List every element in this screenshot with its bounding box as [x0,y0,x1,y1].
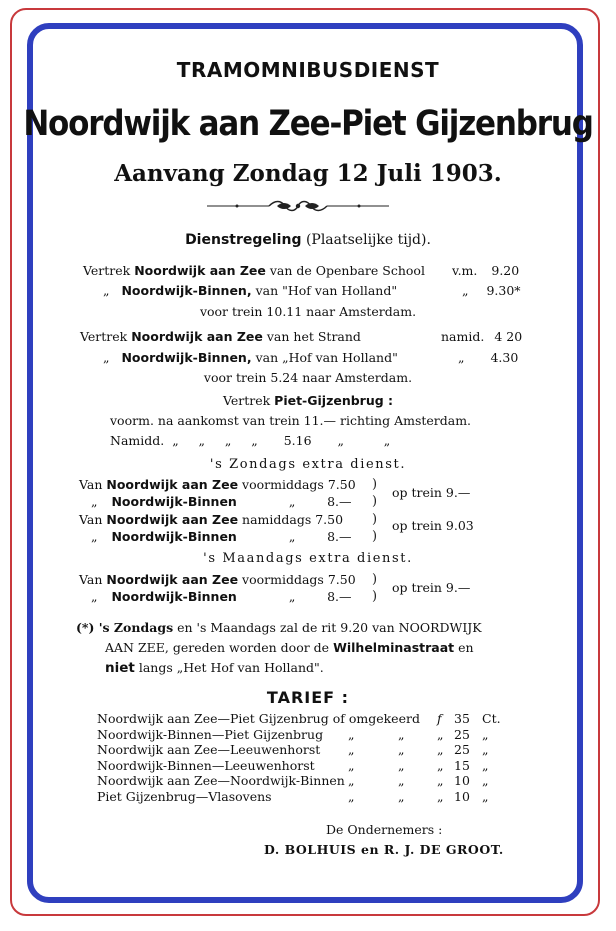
block3-prefix: Vertrek [222,393,271,408]
note-line2 [105,640,474,655]
block1-part: v.m. [452,263,478,278]
tariff-title: TARIEF : [266,688,350,707]
schedule-heading-note: (Plaatselijke tijd). [305,232,431,248]
tariff-d1-1: „ [348,726,355,742]
block2-location2: van „Hof van Holland" [255,350,398,365]
tariff-unit-2: „ [482,742,489,757]
row-time: „ 8.— [288,589,352,604]
tariff-d1-4: „ [348,773,355,788]
block3-label: Namidd. [110,433,165,448]
row-place: Noordwijk-Binnen [111,589,237,604]
block2-place: Noordwijk aan Zee [131,329,263,344]
schedule-heading [0,232,616,248]
tariff-d1-2: „ [348,742,355,757]
ditto-mark: „ [103,350,110,365]
tariff-d2-1: „ [398,726,405,742]
block2-line2 [103,350,398,365]
note-street: Wilhelminastraat [333,640,455,655]
tariff-f-0: f [437,711,442,726]
row-place: Noordwijk-Binnen [111,494,237,509]
block3-line1: voorm. na aankomst van trein 11.— richting Amsterdam. [110,413,472,428]
row-time: „ 8.— [288,529,352,544]
block1-time1 [452,263,519,278]
tariff-d2-2: „ [398,742,405,757]
brace-monday: ) ) [372,572,378,604]
row-place: Noordwijk-Binnen [111,529,237,544]
note-text: en 's Maandags zal de rit 9.20 van NOORDWIJK [177,620,482,635]
decorative-divider-ornament [207,198,389,214]
block2-prefix: Vertrek [80,329,128,344]
block3-place: Piet-Gijzenbrug : [274,393,394,408]
sunday-row3 [79,512,343,527]
row-time: voormiddags 7.50 [242,572,356,587]
sunday-train2: op trein 9.03 [392,518,474,533]
block2-line3: voor trein 5.24 naar Amsterdam. [203,370,413,385]
tariff-price-4: 10 [454,773,470,788]
title-route: Noordwijk aan Zee-Piet Gijzenbrug [23,103,593,145]
row-time: voormiddags 7.50 [242,477,356,492]
block2-time2-value: 4.30 [490,350,519,365]
note-text: AAN ZEE, gereden worden door de [105,640,330,655]
block2-line1 [80,329,361,344]
row-prefix: Van [79,512,103,527]
monday-row2 [91,589,352,604]
note-emphasis: niet [105,660,135,676]
row-place: Noordwijk aan Zee [106,512,239,527]
sunday-heading: 's Zondags extra dienst. [209,457,407,472]
row-place: Noordwijk aan Zee [106,572,239,587]
tariff-d1-3: „ [348,757,355,773]
ditto-mark: „ [91,529,98,544]
signature-names: D. BOLHUIS en R. J. DE GROOT. [264,842,504,857]
monday-train: op trein 9.— [392,580,471,595]
tariff-d1-5: „ [348,788,355,804]
tariff-unit-5: „ [482,788,489,804]
note-text: langs „Het Hof van Holland". [138,660,324,675]
ditto-mark: „ [103,283,110,298]
tariff-price-1: 25 [454,726,470,742]
title-start-date: Aanvang Zondag 12 Juli 1903. [114,160,502,187]
block1-prefix: Vertrek [83,263,131,278]
row-place: Noordwijk aan Zee [106,477,239,492]
block1-line1 [83,263,425,278]
tariff-f-3: „ [437,757,444,773]
sunday-row4 [91,529,352,544]
tariff-route-4: Noordwijk aan Zee—Noordwijk-Binnen [97,773,345,788]
block1-line2 [103,283,397,298]
tariff-unit-1: „ [482,726,489,742]
tariff-d2-4: „ [398,773,405,788]
row-time: „ 8.— [288,494,352,509]
note-text: en [458,640,474,655]
row-prefix: Van [79,477,103,492]
tariff-unit-4: „ [482,773,489,788]
block2-time: 4 20 [494,329,523,344]
ditto-mark: „ [91,494,98,509]
block1-place: Noordwijk aan Zee [134,263,266,278]
tariff-route-5: Piet Gijzenbrug—Vlasovens [97,788,272,804]
tariff-route-1: Noordwijk-Binnen—Piet Gijzenbrug [97,726,324,742]
monday-row1 [79,572,356,587]
ditto-marks: „ „ [337,433,391,448]
block2-location: van het Strand [266,329,361,344]
tariff-d2-5: „ [398,788,405,804]
note-marker: (*) 's Zondags [76,620,174,635]
block1-place2: Noordwijk-Binnen, [121,283,252,298]
schedule-heading-label: Dienstregeling [185,232,302,248]
note-line1 [76,620,482,635]
tariff-price-0: 35 [454,711,470,726]
ditto-mark: „ [91,589,98,604]
block3-line2 [110,433,390,448]
sunday-row1 [79,477,356,492]
note-line3 [105,660,324,676]
monday-heading: 's Maandags extra dienst. [203,551,413,566]
ditto-mark: „ [458,350,465,365]
tariff-f-2: „ [437,742,444,757]
sunday-train1: op trein 9.— [392,485,471,500]
tariff-route-3: Noordwijk-Binnen—Leeuwenhorst [97,757,315,773]
tariff-unit-3: „ [482,757,489,773]
row-prefix: Van [79,572,103,587]
tariff-price-3: 15 [454,757,470,773]
block1-time2 [462,283,521,298]
block1-line3: voor trein 10.11 naar Amsterdam. [199,304,417,319]
ditto-marks: „ „ „ „ [172,433,258,448]
block1-location2: van "Hof van Holland" [255,283,398,298]
ditto-mark: „ [462,283,469,298]
tariff-price-5: 10 [454,788,470,804]
tariff-d2-3: „ [398,757,405,773]
tariff-unit-0: Ct. [482,711,501,726]
block2-part: namid. [441,329,485,344]
tariff-f-1: „ [437,726,444,742]
tariff-route-0: Noordwijk aan Zee—Piet Gijzenbrug of omgekeerd [97,711,420,726]
sunday-row2 [91,494,352,509]
signature-label: De Ondernemers : [326,822,443,837]
row-time: namiddags 7.50 [242,512,344,527]
block2-time2 [458,350,518,365]
tariff-f-4: „ [437,773,444,788]
tariff-price-2: 25 [454,742,470,757]
block1-time2-value: 9.30* [486,283,521,298]
block1-location: van de Openbare School [269,263,425,278]
block1-time: 9.20 [491,263,520,278]
block3-time: 5.16 [283,433,312,448]
block3-heading [0,393,616,408]
block2-place2: Noordwijk-Binnen, [121,350,252,365]
title-service-type: TRAMOMNIBUSDIENST [176,58,440,82]
tariff-f-5: „ [437,788,444,804]
brace-sunday-2: ) ) [372,512,378,544]
brace-sunday-1: ) ) [372,477,378,509]
tariff-route-2: Noordwijk aan Zee—Leeuwenhorst [97,742,321,757]
block2-time1 [441,329,522,344]
